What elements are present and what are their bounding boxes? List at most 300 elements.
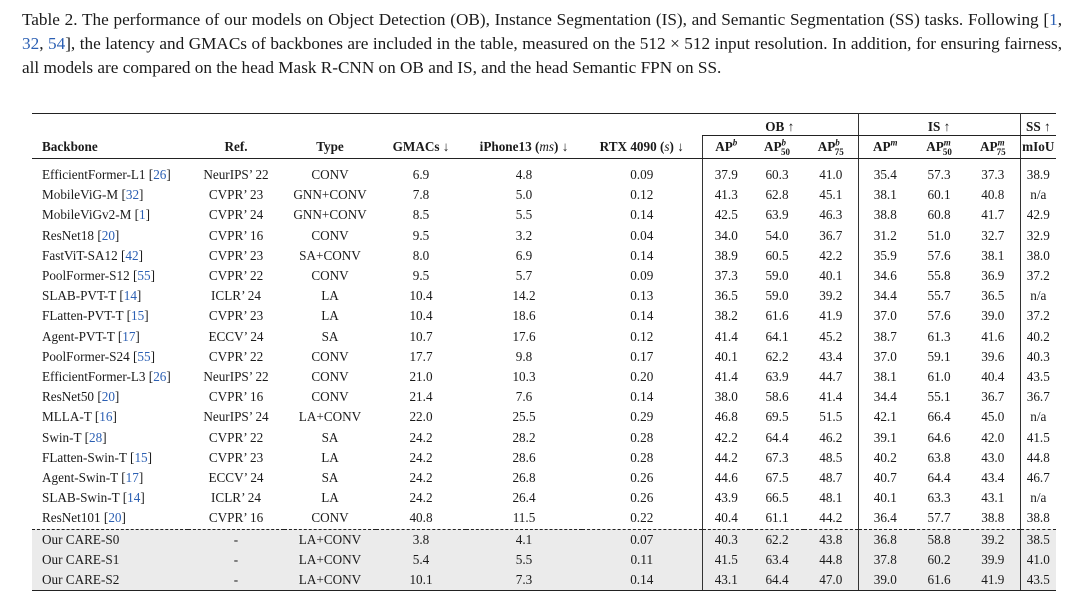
results-table bbox=[32, 113, 1056, 591]
cell-apb75: 41.4 bbox=[804, 387, 858, 407]
col-ap-m50: $AP^m_{50}$ bbox=[912, 136, 966, 159]
cell-apm75: 45.0 bbox=[966, 407, 1020, 427]
cell-apm: 38.1 bbox=[873, 369, 897, 385]
citation-link[interactable]: 32 bbox=[125, 187, 140, 203]
cell-apb75: 47.0 bbox=[804, 570, 858, 591]
cell-apm75: 39.2 bbox=[966, 529, 1020, 550]
cell-gmacs: 9.5 bbox=[412, 227, 430, 243]
cell-miou: 40.2 bbox=[1026, 328, 1050, 344]
cell-apm50: 57.6 bbox=[927, 308, 951, 324]
cell-backbone: SLAB-PVT-T [14] bbox=[42, 288, 142, 304]
cell-apm50: 63.3 bbox=[927, 490, 951, 506]
citation-link[interactable]: 15 bbox=[134, 449, 148, 465]
table-row bbox=[32, 266, 1056, 286]
cell-apm50: 55.7 bbox=[927, 288, 951, 304]
header-group-row bbox=[32, 114, 1056, 136]
cell-backbone: MLLA-T [16] bbox=[42, 409, 117, 425]
cell-iphone: 5.7 bbox=[515, 268, 533, 284]
header-spacer bbox=[32, 114, 702, 136]
cell-apb75: 46.3 bbox=[804, 205, 858, 225]
citation-link[interactable]: 17 bbox=[125, 470, 139, 486]
cell-type: LA bbox=[321, 449, 339, 465]
group-header-is: IS ↑ bbox=[858, 114, 1020, 136]
cell-apm: 42.1 bbox=[873, 409, 897, 425]
cell-type: LA+CONV bbox=[284, 570, 376, 591]
cell-apm75: 43.4 bbox=[966, 468, 1020, 488]
cell-ref: ECCV’ 24 bbox=[208, 470, 264, 486]
cell-ref: ICLR’ 24 bbox=[211, 288, 261, 304]
cell-rtx: 0.29 bbox=[582, 407, 702, 427]
cell-type: SA bbox=[321, 429, 339, 445]
cell-apm75: 36.5 bbox=[966, 286, 1020, 306]
cell-apm50: 58.8 bbox=[912, 529, 966, 550]
cell-apm75: 39.6 bbox=[966, 347, 1020, 367]
cell-iphone: 28.6 bbox=[512, 449, 536, 465]
cell-ref: CVPR’ 23 bbox=[208, 247, 264, 263]
cell-rtx: 0.09 bbox=[582, 165, 702, 185]
citation-link[interactable]: 28 bbox=[89, 429, 103, 445]
cell-ref: CVPR’ 16 bbox=[208, 227, 264, 243]
cell-apb50: 60.3 bbox=[765, 167, 789, 182]
cell-backbone: FastViT-SA12 [42] bbox=[42, 247, 143, 263]
our-models-section bbox=[32, 529, 1056, 591]
cell-apm: 34.4 bbox=[873, 389, 897, 405]
cell-gmacs: 8.5 bbox=[412, 207, 430, 223]
cell-gmacs: 6.9 bbox=[412, 167, 430, 182]
cell-ref: CVPR’ 22 bbox=[208, 348, 264, 364]
cell-apm: 39.0 bbox=[858, 570, 912, 591]
table-caption bbox=[22, 8, 1062, 80]
citation-link[interactable]: 55 bbox=[137, 348, 151, 364]
citation-link[interactable]: 26 bbox=[153, 167, 167, 182]
cell-iphone: 7.3 bbox=[466, 570, 582, 591]
cell-miou: 41.5 bbox=[1026, 429, 1050, 445]
cell-iphone: 17.6 bbox=[512, 328, 536, 344]
col-miou: mIoU bbox=[1020, 136, 1056, 159]
cell-rtx: 0.28 bbox=[582, 428, 702, 448]
cell-apb50: 62.2 bbox=[750, 529, 804, 550]
cell-apm: 34.4 bbox=[873, 288, 897, 304]
cell-iphone: 26.4 bbox=[512, 490, 536, 506]
cell-backbone: Our CARE-S2 bbox=[32, 570, 188, 591]
table-row bbox=[32, 468, 1056, 488]
cell-apm75: 42.0 bbox=[966, 428, 1020, 448]
cell-apm50: 61.0 bbox=[927, 369, 951, 385]
citation-link[interactable]: 1 bbox=[139, 207, 146, 223]
caption-text: Table 2. The performance of our models on Object Detection (OB), Instance Segmentation (IS), and Semantic Segmentation (SS) tasks. Following [ bbox=[22, 10, 1050, 29]
cell-apb75: 42.2 bbox=[804, 246, 858, 266]
cell-type: CONV bbox=[311, 369, 349, 385]
cell-type: SA bbox=[321, 470, 339, 486]
cell-rtx: 0.11 bbox=[582, 550, 702, 570]
col-ap-m: $AP^m$ bbox=[858, 136, 912, 159]
cell-apb75: 48.7 bbox=[804, 468, 858, 488]
cell-ref: NeurIPS’ 22 bbox=[203, 167, 269, 182]
group-header-ss: SS ↑ bbox=[1020, 114, 1056, 136]
cell-apb75: 48.5 bbox=[804, 448, 858, 468]
caption-citation-link[interactable]: 1 bbox=[1049, 10, 1058, 29]
cell-rtx: 0.12 bbox=[582, 327, 702, 347]
cell-apb50: 66.5 bbox=[765, 490, 789, 506]
cell-backbone: FLatten-PVT-T [15] bbox=[42, 308, 149, 324]
cell-apb: 41.4 bbox=[714, 369, 738, 385]
cell-miou: 38.8 bbox=[1026, 510, 1050, 526]
cell-iphone: 14.2 bbox=[512, 288, 536, 304]
cell-apb75: 48.1 bbox=[804, 488, 858, 508]
cell-miou: 38.9 bbox=[1026, 167, 1050, 182]
cell-apb: 44.6 bbox=[714, 470, 738, 486]
cell-apm: 37.8 bbox=[858, 550, 912, 570]
cell-ref: NeurIPS’ 22 bbox=[203, 369, 269, 385]
cell-apm50: 51.0 bbox=[927, 227, 951, 243]
caption-citation-link[interactable]: 32 bbox=[22, 34, 40, 53]
cell-rtx: 0.13 bbox=[582, 286, 702, 306]
citation-link[interactable]: 14 bbox=[123, 288, 137, 304]
cell-type: LA+CONV bbox=[298, 409, 362, 425]
col-ap-b: $AP^b$ bbox=[702, 136, 750, 159]
cell-type: CONV bbox=[311, 348, 349, 364]
cell-type: LA bbox=[321, 288, 339, 304]
cell-type: LA bbox=[321, 490, 339, 506]
cell-miou: 38.5 bbox=[1020, 529, 1056, 550]
cell-miou: 41.0 bbox=[1020, 550, 1056, 570]
cell-apm75: 41.9 bbox=[966, 570, 1020, 591]
cell-apm: 37.0 bbox=[873, 348, 897, 364]
table-row bbox=[32, 165, 1056, 185]
cell-gmacs: 24.2 bbox=[409, 449, 433, 465]
cell-apm: 35.4 bbox=[873, 167, 897, 182]
cell-backbone: MobileViGv2-M [1] bbox=[42, 207, 151, 223]
cell-apb: 40.1 bbox=[714, 348, 738, 364]
col-ap-m75: $AP^m_{75}$ bbox=[966, 136, 1020, 159]
cell-apb75: 51.5 bbox=[804, 407, 858, 427]
cell-gmacs: 21.0 bbox=[409, 369, 433, 385]
cell-apm50: 60.2 bbox=[912, 550, 966, 570]
cell-apm50: 60.1 bbox=[927, 187, 951, 203]
cell-apb75: 44.2 bbox=[804, 508, 858, 529]
cell-iphone: 6.9 bbox=[515, 247, 533, 263]
table-row bbox=[32, 488, 1056, 508]
cell-apb75: 41.9 bbox=[804, 306, 858, 326]
cell-apm50: 61.3 bbox=[927, 328, 951, 344]
cell-apm75: 39.0 bbox=[966, 306, 1020, 326]
cell-apm50: 55.8 bbox=[927, 268, 951, 284]
cell-miou: 32.9 bbox=[1026, 227, 1050, 243]
col-backbone: Backbone bbox=[32, 136, 188, 159]
cell-miou: n/a bbox=[1030, 490, 1047, 506]
table-row bbox=[32, 306, 1056, 326]
cell-rtx: 0.07 bbox=[582, 529, 702, 550]
cell-apb50: 60.5 bbox=[765, 247, 789, 263]
cell-ref: ECCV’ 24 bbox=[208, 328, 264, 344]
cell-apm75: 39.9 bbox=[966, 550, 1020, 570]
cell-type: CONV bbox=[311, 227, 349, 243]
cell-apm75: 41.7 bbox=[966, 205, 1020, 225]
citation-link[interactable]: 16 bbox=[99, 409, 113, 425]
cell-iphone: 10.3 bbox=[512, 369, 536, 385]
cell-iphone: 26.8 bbox=[512, 470, 536, 486]
cell-gmacs: 10.7 bbox=[409, 328, 433, 344]
cell-rtx: 0.20 bbox=[582, 367, 702, 387]
cell-apb75: 39.2 bbox=[804, 286, 858, 306]
cell-apm: 36.4 bbox=[873, 510, 897, 526]
cell-gmacs: 10.4 bbox=[409, 288, 433, 304]
cell-gmacs: 24.2 bbox=[409, 470, 433, 486]
cell-backbone: ResNet18 [20] bbox=[42, 227, 120, 243]
cell-apb50: 67.5 bbox=[765, 470, 789, 486]
table-row bbox=[32, 205, 1056, 225]
cell-apb: 34.0 bbox=[714, 227, 738, 243]
cell-iphone: 3.2 bbox=[515, 227, 533, 243]
cell-gmacs: 24.2 bbox=[409, 429, 433, 445]
cell-type: GNN+CONV bbox=[293, 207, 367, 223]
cell-iphone: 5.5 bbox=[466, 550, 582, 570]
cell-apb: 43.9 bbox=[714, 490, 738, 506]
cell-apm: 38.8 bbox=[873, 207, 897, 223]
cell-miou: n/a bbox=[1030, 409, 1047, 425]
cell-miou: 37.2 bbox=[1026, 308, 1050, 324]
table-row bbox=[32, 185, 1056, 205]
cell-apm50: 63.8 bbox=[927, 449, 951, 465]
cell-backbone: Our CARE-S0 bbox=[32, 529, 188, 550]
cell-apm50: 57.6 bbox=[927, 247, 951, 263]
cell-apb75: 43.8 bbox=[804, 529, 858, 550]
cell-apm: 40.1 bbox=[873, 490, 897, 506]
table-body bbox=[32, 165, 1056, 529]
cell-apb50: 61.1 bbox=[765, 510, 789, 526]
cell-type: CONV bbox=[311, 389, 349, 405]
cell-backbone: Agent-Swin-T [17] bbox=[42, 470, 144, 486]
table-row bbox=[32, 508, 1056, 529]
cell-rtx: 0.09 bbox=[582, 266, 702, 286]
table-header bbox=[32, 114, 1056, 166]
cell-backbone: SLAB-Swin-T [14] bbox=[42, 490, 145, 506]
cell-apm75: 40.4 bbox=[966, 367, 1020, 387]
cell-gmacs: 5.4 bbox=[376, 550, 466, 570]
cell-gmacs: 10.1 bbox=[376, 570, 466, 591]
table-row bbox=[32, 428, 1056, 448]
table-row bbox=[32, 246, 1056, 266]
cell-ref: CVPR’ 16 bbox=[208, 389, 264, 405]
group-header-ob: OB ↑ bbox=[702, 114, 858, 136]
cell-backbone: Agent-PVT-T [17] bbox=[42, 328, 140, 344]
cell-miou: 37.2 bbox=[1026, 268, 1050, 284]
cell-apb50: 59.0 bbox=[765, 268, 789, 284]
cell-type: LA+CONV bbox=[284, 550, 376, 570]
cell-apb: 41.5 bbox=[702, 550, 750, 570]
cell-apm50: 66.4 bbox=[927, 409, 951, 425]
cell-apb: 42.5 bbox=[714, 207, 738, 223]
col-type: Type bbox=[284, 136, 376, 159]
table-row bbox=[32, 347, 1056, 367]
cell-apb: 42.2 bbox=[714, 429, 738, 445]
our-model-row bbox=[32, 529, 1056, 550]
cell-rtx: 0.14 bbox=[582, 246, 702, 266]
cell-apb: 41.3 bbox=[714, 187, 738, 203]
cell-apb75: 41.0 bbox=[804, 165, 858, 185]
cell-apb50: 61.6 bbox=[765, 308, 789, 324]
cell-apm75: 43.0 bbox=[966, 448, 1020, 468]
col-iphone13: iPhone13 (ms) ↓ bbox=[466, 136, 582, 159]
cell-apb: 41.4 bbox=[714, 328, 738, 344]
cell-iphone: 25.5 bbox=[512, 409, 536, 425]
citation-link[interactable]: 20 bbox=[108, 510, 122, 526]
cell-apb75: 44.7 bbox=[804, 367, 858, 387]
cell-gmacs: 40.8 bbox=[409, 510, 433, 526]
cell-iphone: 9.8 bbox=[515, 348, 533, 364]
cell-apm75: 43.1 bbox=[966, 488, 1020, 508]
table-row bbox=[32, 327, 1056, 347]
cell-miou: n/a bbox=[1030, 288, 1047, 304]
cell-iphone: 4.1 bbox=[466, 529, 582, 550]
cell-type: LA+CONV bbox=[284, 529, 376, 550]
cell-type: CONV bbox=[311, 510, 349, 526]
cell-apb75: 46.2 bbox=[804, 428, 858, 448]
cell-type: CONV bbox=[311, 167, 349, 182]
cell-apm75: 41.6 bbox=[966, 327, 1020, 347]
cell-apm75: 36.9 bbox=[966, 266, 1020, 286]
cell-apb: 37.9 bbox=[714, 167, 738, 182]
cell-gmacs: 17.7 bbox=[409, 348, 433, 364]
cell-apm: 38.7 bbox=[873, 328, 897, 344]
cell-ref: NeurIPS’ 24 bbox=[203, 409, 269, 425]
col-ap-b75: $AP^b_{75}$ bbox=[804, 136, 858, 159]
citation-link[interactable]: 20 bbox=[101, 227, 115, 243]
cell-miou: 42.9 bbox=[1026, 207, 1050, 223]
cell-gmacs: 7.8 bbox=[412, 187, 430, 203]
cell-iphone: 4.8 bbox=[515, 167, 533, 182]
cell-backbone: PoolFormer-S12 [55] bbox=[42, 268, 155, 284]
citation-link[interactable]: 17 bbox=[122, 328, 136, 344]
cell-apb75: 45.1 bbox=[804, 185, 858, 205]
col-ref: Ref. bbox=[188, 136, 284, 159]
cell-apb50: 58.6 bbox=[765, 389, 789, 405]
cell-backbone: ResNet101 [20] bbox=[42, 510, 126, 526]
cell-apm75: 37.3 bbox=[966, 165, 1020, 185]
cell-apb50: 64.1 bbox=[765, 328, 789, 344]
cell-type: SA+CONV bbox=[299, 247, 361, 263]
cell-iphone: 28.2 bbox=[512, 429, 536, 445]
cell-rtx: 0.14 bbox=[582, 306, 702, 326]
cell-apb: 46.8 bbox=[714, 409, 738, 425]
cell-apm: 36.8 bbox=[858, 529, 912, 550]
cell-ref: CVPR’ 23 bbox=[208, 187, 264, 203]
cell-ref: - bbox=[188, 529, 284, 550]
cell-iphone: 11.5 bbox=[512, 510, 536, 526]
cell-rtx: 0.17 bbox=[582, 347, 702, 367]
cell-ref: CVPR’ 22 bbox=[208, 268, 264, 284]
cell-type: LA bbox=[321, 308, 339, 324]
cell-apm50: 64.6 bbox=[927, 429, 951, 445]
cell-apb50: 63.9 bbox=[765, 369, 789, 385]
cell-apm50: 64.4 bbox=[927, 470, 951, 486]
cell-apb50: 59.0 bbox=[765, 288, 789, 304]
cell-apb: 36.5 bbox=[714, 288, 738, 304]
cell-apb50: 64.4 bbox=[750, 570, 804, 591]
cell-apb: 44.2 bbox=[714, 449, 738, 465]
cell-backbone: PoolFormer-S24 [55] bbox=[42, 348, 155, 364]
cell-gmacs: 8.0 bbox=[412, 247, 430, 263]
cell-ref: CVPR’ 22 bbox=[208, 429, 264, 445]
caption-separator: , bbox=[39, 34, 49, 53]
cell-apb75: 36.7 bbox=[804, 226, 858, 246]
cell-apb50: 63.4 bbox=[750, 550, 804, 570]
cell-type: CONV bbox=[311, 268, 349, 284]
cell-ref: - bbox=[188, 550, 284, 570]
cell-apb75: 44.8 bbox=[804, 550, 858, 570]
header-row bbox=[32, 136, 1056, 159]
cell-apb: 40.4 bbox=[714, 510, 738, 526]
cell-gmacs: 10.4 bbox=[409, 308, 433, 324]
cell-apb50: 67.3 bbox=[765, 449, 789, 465]
cell-apb50: 69.5 bbox=[765, 409, 789, 425]
cell-type: GNN+CONV bbox=[293, 187, 367, 203]
cell-rtx: 0.04 bbox=[582, 226, 702, 246]
cell-apm50: 59.1 bbox=[927, 348, 951, 364]
table-row bbox=[32, 226, 1056, 246]
citation-link[interactable]: 15 bbox=[131, 308, 145, 324]
cell-apb: 38.9 bbox=[714, 247, 738, 263]
cell-apb75: 45.2 bbox=[804, 327, 858, 347]
cell-miou: 44.8 bbox=[1026, 449, 1050, 465]
col-gmacs: GMACs ↓ bbox=[376, 136, 466, 159]
table-row bbox=[32, 448, 1056, 468]
table-row bbox=[32, 407, 1056, 427]
table-row bbox=[32, 367, 1056, 387]
citation-link[interactable]: 20 bbox=[101, 389, 115, 405]
cell-apb50: 54.0 bbox=[765, 227, 789, 243]
cell-apm: 39.1 bbox=[873, 429, 897, 445]
citation-link[interactable]: 55 bbox=[137, 268, 151, 284]
cell-ref: CVPR’ 23 bbox=[208, 308, 264, 324]
citation-link[interactable]: 42 bbox=[125, 247, 139, 263]
cell-ref: CVPR’ 16 bbox=[208, 510, 264, 526]
cell-apb: 37.3 bbox=[714, 268, 738, 284]
cell-apm: 40.2 bbox=[873, 449, 897, 465]
caption-separator: , bbox=[1057, 10, 1062, 29]
cell-miou: 46.7 bbox=[1026, 470, 1050, 486]
cell-apb75: 43.4 bbox=[804, 347, 858, 367]
cell-rtx: 0.14 bbox=[582, 570, 702, 591]
cell-apb: 40.3 bbox=[702, 529, 750, 550]
caption-citation-link[interactable]: 54 bbox=[48, 34, 66, 53]
cell-gmacs: 3.8 bbox=[376, 529, 466, 550]
cell-backbone: FLatten-Swin-T [15] bbox=[42, 449, 153, 465]
cell-miou: 38.0 bbox=[1026, 247, 1050, 263]
cell-rtx: 0.14 bbox=[582, 387, 702, 407]
cell-apb50: 63.9 bbox=[765, 207, 789, 223]
cell-apb: 43.1 bbox=[702, 570, 750, 591]
cell-iphone: 18.6 bbox=[512, 308, 536, 324]
citation-link[interactable]: 26 bbox=[153, 369, 167, 385]
citation-link[interactable]: 14 bbox=[127, 490, 141, 506]
cell-apb: 38.2 bbox=[714, 308, 738, 324]
cell-gmacs: 21.4 bbox=[409, 389, 433, 405]
cell-apm50: 61.6 bbox=[912, 570, 966, 591]
cell-rtx: 0.12 bbox=[582, 185, 702, 205]
cell-apm: 35.9 bbox=[873, 247, 897, 263]
cell-apm75: 38.8 bbox=[966, 508, 1020, 529]
cell-gmacs: 24.2 bbox=[409, 490, 433, 506]
cell-type: SA bbox=[321, 328, 339, 344]
cell-apm: 34.6 bbox=[873, 268, 897, 284]
our-model-row bbox=[32, 570, 1056, 591]
cell-apm: 38.1 bbox=[873, 187, 897, 203]
cell-iphone: 5.5 bbox=[515, 207, 533, 223]
cell-miou: 43.5 bbox=[1026, 369, 1050, 385]
cell-ref: CVPR’ 23 bbox=[208, 449, 264, 465]
cell-apm75: 38.1 bbox=[966, 246, 1020, 266]
